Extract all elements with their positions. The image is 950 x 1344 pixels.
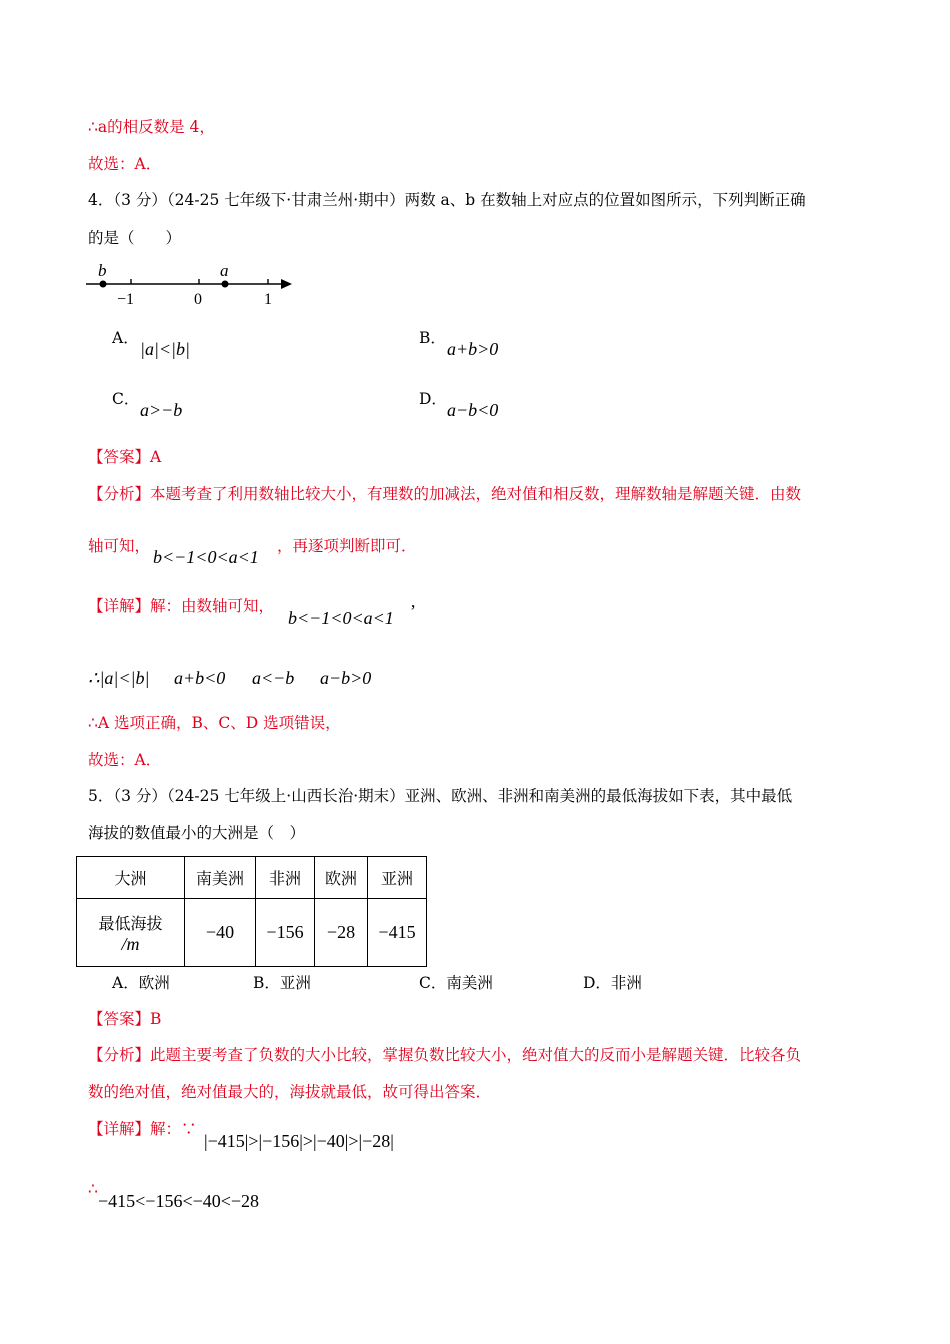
q4-detail-prefix: 【详解】解：由数轴可知， [88, 597, 275, 615]
q5-analysis-line2: 数的绝对值，绝对值最大的，海拔就最低，故可得出答案． [88, 1083, 492, 1101]
q4-option-c-expr: a>−b [140, 400, 183, 420]
q5-option-c: C．南美洲 [419, 974, 493, 992]
table-row-label [77, 899, 185, 967]
q4-option-a-letter: A． [112, 329, 139, 347]
tick-label-zero: 0 [194, 291, 202, 308]
q5-option-d: D．非洲 [583, 974, 642, 992]
q4-detail-inequality: b<−1<0<a<1 [288, 608, 394, 628]
q4-detail-comma: ’ [410, 601, 416, 621]
q4-answer: 【答案】A [88, 448, 162, 466]
q3-choose: 故选：A． [88, 155, 162, 173]
table-cell: −28 [315, 899, 368, 967]
q4-detail-choose: 故选：A． [88, 751, 162, 769]
q4-detail-neg: a<−b [252, 668, 295, 688]
q5-analysis-line1: 【分析】此题主要考查了负数的大小比较，掌握负数比较大小，绝对值大的反而小是解题关键．比较各负 [88, 1046, 802, 1064]
q5-stem-line1: 5．（3 分）（24-25 七年级上·山西长治·期末）亚洲、欧洲、非洲和南美洲的最低海拔如下表，其中最低 [88, 787, 793, 805]
q4-detail-abs: ∴|a|<|b| [88, 668, 150, 688]
q5-stem-line2: 海拔的数值最小的大洲是（ ） [88, 824, 306, 842]
q4-option-b-expr: a+b>0 [447, 339, 499, 359]
table-cell: −415 [368, 899, 427, 967]
point-b-label: b [98, 261, 107, 280]
table-header-cell: 非洲 [256, 857, 315, 899]
q5-option-b: B．亚洲 [253, 974, 311, 992]
q4-detail-conclusion: ∴A 选项正确，B、C、D 选项错误， [88, 714, 341, 732]
table-cell: −40 [185, 899, 256, 967]
table-header-cell: 南美洲 [185, 857, 256, 899]
q4-analysis-line1: 【分析】本题考查了利用数轴比较大小，有理数的加减法，绝对值和相反数，理解数轴是解题关键．由数 [88, 485, 802, 503]
q5-option-a: A．欧洲 [112, 974, 170, 992]
q4-option-a-expr: |a|<|b| [140, 339, 190, 359]
q5-answer: 【答案】B [88, 1010, 162, 1028]
table-header-cell: 欧洲 [315, 857, 368, 899]
q4-option-d-letter: D． [419, 390, 447, 408]
q5-conclusion: −415<−156<−40<−28 [98, 1191, 260, 1211]
point-b [100, 281, 107, 288]
q4-option-b-letter: B． [419, 329, 446, 347]
table-header-cell: 亚洲 [368, 857, 427, 899]
row-label-line2: /m [121, 933, 140, 954]
q4-detail-diff: a−b>0 [320, 668, 372, 688]
q5-detail-abs-comparison: |−415|>|−156|>|−40|>|−28| [204, 1131, 394, 1151]
point-a [222, 281, 229, 288]
q4-stem-line1: 4．（3 分）（24-25 七年级下·甘肃兰州·期中）两数 a、b 在数轴上对应点的位置如图所示，下列判断正确 [88, 191, 806, 209]
q5-detail-prefix: 【详解】解：∵ [88, 1120, 197, 1138]
q4-stem-line2: 的是（ ） [88, 229, 182, 247]
q4-option-c-letter: C． [112, 390, 140, 408]
point-a-label: a [220, 261, 229, 280]
q4-option-d-expr: a−b<0 [447, 400, 499, 420]
altitude-table [76, 856, 427, 967]
tick-label-minus-one: −1 [117, 291, 135, 308]
table-header-cell: 大洲 [77, 857, 185, 899]
table-cell: −156 [256, 899, 315, 967]
number-line-arrow-icon [281, 279, 292, 289]
row-label-line1: 最低海拔 [98, 913, 163, 933]
q4-analysis-inequality: b<−1<0<a<1 [153, 547, 259, 567]
q4-analysis-line2-suffix: ，再逐项判断即可． [277, 537, 417, 555]
q3-conclusion: ∴a的相反数是 4， [88, 118, 215, 136]
q4-analysis-line2-prefix: 轴可知， [88, 537, 151, 555]
q4-detail-sum: a+b<0 [174, 668, 226, 688]
q5-therefore-symbol: ∴ [88, 1180, 98, 1198]
tick-label-one: 1 [264, 291, 272, 308]
number-line [80, 258, 310, 314]
